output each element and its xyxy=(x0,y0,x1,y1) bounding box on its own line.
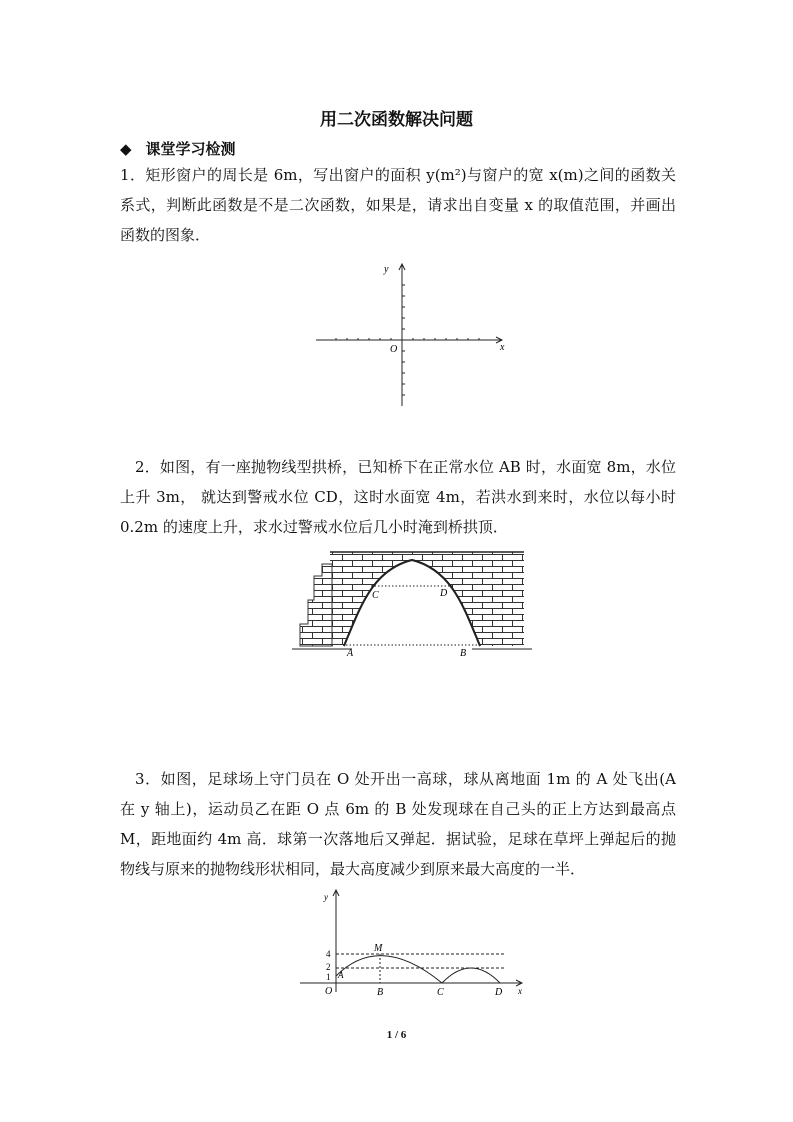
origin-label: O xyxy=(325,986,333,997)
label-C: C xyxy=(372,590,379,601)
label-A: A xyxy=(338,970,344,980)
label-B: B xyxy=(377,987,384,998)
axis-x-label: x xyxy=(500,342,505,353)
figure-3-trajectory xyxy=(296,886,532,998)
axis-x-label: x xyxy=(518,986,522,996)
origin-label: O xyxy=(390,344,398,355)
section-heading xyxy=(120,138,236,159)
label-D: D xyxy=(495,987,503,998)
tick-1: 1 xyxy=(326,972,331,982)
label-D: D xyxy=(440,588,448,599)
section-label: 课堂学习检测 xyxy=(145,140,236,158)
tick-2: 2 xyxy=(326,962,331,972)
page-number: 1 / 6 xyxy=(386,1029,407,1041)
figure-1-axes xyxy=(310,258,510,410)
question-2: 2．如图，有一座抛物线型拱桥，已知桥下在正常水位 AB 时，水面宽 8m，水位上升 3m， 就达到警戒水位 CD，这时水面宽 4m，若洪水到来时，水位以每小时 0.2m 的速度上升，求水过警戒水位后几小时淹到桥拱顶． xyxy=(120,458,676,536)
label-C: C xyxy=(437,987,444,998)
question-1: 1．矩形窗户的周长是 6m，写出窗户的面积 y(m²)与窗户的宽 x(m)之间的函数关系式，判断此函数是不是二次函数，如果是，请求出自变量 x 的取值范围，并画出函数的图象． xyxy=(120,166,676,244)
axis-y-label: y xyxy=(324,892,328,902)
question-3: 3．如图，足球场上守门员在 O 处开出一高球，球从离地面 1m 的 A 处飞出(A 在 y 轴上)，运动员乙在距 O 点 6m 的 B 处发现球在自己头的正上方达到最高点 M，距地面约 4m 高．球第一次落地后又弹起．据试验，足球在草坪上弹起后的抛物线与原来的抛物线形状相同，最大高度减少到原来最大高度的一半． xyxy=(120,770,676,878)
label-M: M xyxy=(374,943,383,954)
diamond-bullet-icon: ◆ xyxy=(120,140,132,158)
label-A: A xyxy=(347,648,354,659)
tick-4: 4 xyxy=(326,949,331,959)
figure-2-bridge xyxy=(292,548,532,660)
axis-y-label: y xyxy=(384,264,389,275)
label-B: B xyxy=(460,648,467,659)
page-title: 用二次函数解决问题 xyxy=(320,110,473,130)
